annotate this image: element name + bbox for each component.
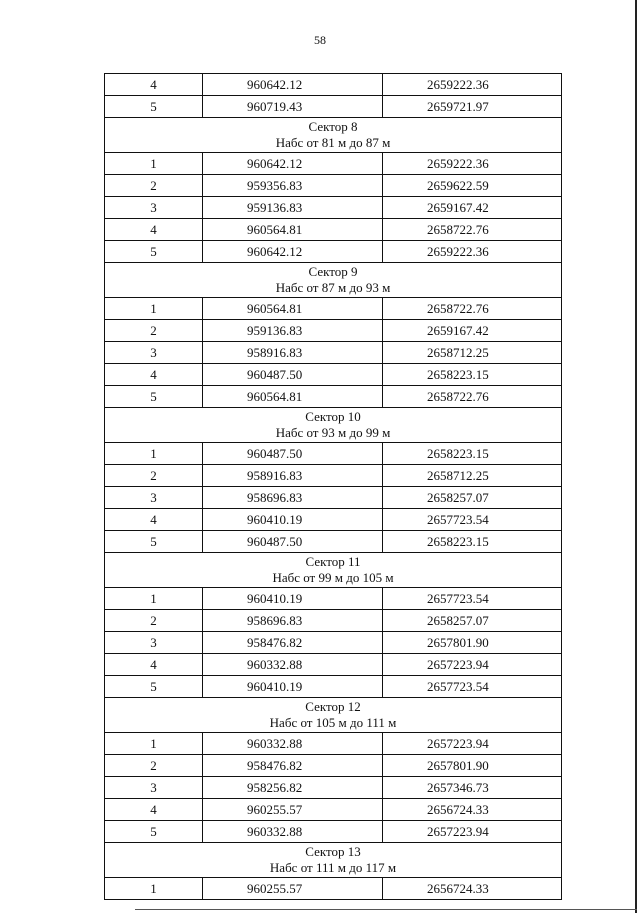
table-row bbox=[105, 654, 562, 676]
point-number-cell: 3 bbox=[105, 342, 203, 364]
table-row bbox=[105, 443, 562, 465]
point-number-cell: 5 bbox=[105, 531, 203, 553]
x-coordinate-cell: 959136.83 bbox=[203, 197, 383, 219]
point-number-cell: 2 bbox=[105, 755, 203, 777]
sector-header-row bbox=[105, 263, 562, 298]
table-row bbox=[105, 175, 562, 197]
x-coordinate-cell: 958476.82 bbox=[203, 632, 383, 654]
sector-header-row bbox=[105, 553, 562, 588]
y-coordinate-cell: 2657723.54 bbox=[383, 676, 562, 698]
x-coordinate-cell: 960564.81 bbox=[203, 386, 383, 408]
y-coordinate-cell: 2657223.94 bbox=[383, 654, 562, 676]
x-coordinate-cell: 960410.19 bbox=[203, 509, 383, 531]
point-number-cell: 2 bbox=[105, 175, 203, 197]
x-coordinate-cell: 960719.43 bbox=[203, 96, 383, 118]
x-coordinate-cell: 960332.88 bbox=[203, 654, 383, 676]
point-number-cell: 1 bbox=[105, 298, 203, 320]
x-coordinate-cell: 959356.83 bbox=[203, 175, 383, 197]
x-coordinate-cell: 960487.50 bbox=[203, 364, 383, 386]
point-number-cell: 2 bbox=[105, 610, 203, 632]
sector-height-range: Набс от 93 м до 99 м bbox=[275, 425, 391, 440]
point-number-cell: 4 bbox=[105, 654, 203, 676]
x-coordinate-cell: 960255.57 bbox=[203, 878, 383, 900]
y-coordinate-cell: 2657801.90 bbox=[383, 755, 562, 777]
table-row bbox=[105, 465, 562, 487]
y-coordinate-cell: 2657223.94 bbox=[383, 733, 562, 755]
table-row bbox=[105, 197, 562, 219]
point-number-cell: 2 bbox=[105, 465, 203, 487]
x-coordinate-cell: 960642.12 bbox=[203, 153, 383, 175]
point-number-cell: 2 bbox=[105, 320, 203, 342]
table-row bbox=[105, 96, 562, 118]
table-row bbox=[105, 487, 562, 509]
table-row bbox=[105, 676, 562, 698]
point-number-cell: 1 bbox=[105, 443, 203, 465]
coordinates-table-body bbox=[105, 74, 562, 900]
y-coordinate-cell: 2659721.97 bbox=[383, 96, 562, 118]
table-row bbox=[105, 755, 562, 777]
x-coordinate-cell: 960487.50 bbox=[203, 531, 383, 553]
x-coordinate-cell: 960332.88 bbox=[203, 821, 383, 843]
sector-header-cell bbox=[105, 408, 562, 443]
sector-header-cell bbox=[105, 843, 562, 878]
point-number-cell: 3 bbox=[105, 487, 203, 509]
table-row bbox=[105, 777, 562, 799]
y-coordinate-cell: 2658722.76 bbox=[383, 386, 562, 408]
point-number-cell: 1 bbox=[105, 153, 203, 175]
x-coordinate-cell: 960642.12 bbox=[203, 241, 383, 263]
table-row bbox=[105, 153, 562, 175]
point-number-cell: 1 bbox=[105, 588, 203, 610]
y-coordinate-cell: 2659222.36 bbox=[383, 74, 562, 96]
point-number-cell: 5 bbox=[105, 676, 203, 698]
sector-header-cell bbox=[105, 698, 562, 733]
sector-header-row bbox=[105, 843, 562, 878]
table-row bbox=[105, 733, 562, 755]
x-coordinate-cell: 960410.19 bbox=[203, 588, 383, 610]
table-row bbox=[105, 74, 562, 96]
y-coordinate-cell: 2657223.94 bbox=[383, 821, 562, 843]
point-number-cell: 1 bbox=[105, 878, 203, 900]
table-row bbox=[105, 342, 562, 364]
table-row bbox=[105, 878, 562, 900]
sector-title: Сектор 8 bbox=[308, 119, 358, 134]
sector-title: Сектор 10 bbox=[305, 409, 361, 424]
y-coordinate-cell: 2658712.25 bbox=[383, 465, 562, 487]
sector-height-range: Набс от 87 м до 93 м bbox=[275, 280, 391, 295]
sector-header-cell bbox=[105, 553, 562, 588]
point-number-cell: 1 bbox=[105, 733, 203, 755]
page-frame-bottom-edge bbox=[135, 909, 637, 910]
y-coordinate-cell: 2658223.15 bbox=[383, 364, 562, 386]
x-coordinate-cell: 958916.83 bbox=[203, 465, 383, 487]
table-row bbox=[105, 320, 562, 342]
x-coordinate-cell: 960642.12 bbox=[203, 74, 383, 96]
y-coordinate-cell: 2657801.90 bbox=[383, 632, 562, 654]
point-number-cell: 5 bbox=[105, 96, 203, 118]
x-coordinate-cell: 958696.83 bbox=[203, 487, 383, 509]
table-row bbox=[105, 588, 562, 610]
x-coordinate-cell: 960564.81 bbox=[203, 219, 383, 241]
x-coordinate-cell: 958696.83 bbox=[203, 610, 383, 632]
y-coordinate-cell: 2658722.76 bbox=[383, 298, 562, 320]
y-coordinate-cell: 2658257.07 bbox=[383, 487, 562, 509]
sector-height-range: Набс от 99 м до 105 м bbox=[272, 570, 394, 585]
y-coordinate-cell: 2657723.54 bbox=[383, 509, 562, 531]
table-row bbox=[105, 610, 562, 632]
point-number-cell: 4 bbox=[105, 219, 203, 241]
y-coordinate-cell: 2658223.15 bbox=[383, 531, 562, 553]
x-coordinate-cell: 960332.88 bbox=[203, 733, 383, 755]
table-row bbox=[105, 632, 562, 654]
x-coordinate-cell: 960255.57 bbox=[203, 799, 383, 821]
x-coordinate-cell: 960564.81 bbox=[203, 298, 383, 320]
table-row bbox=[105, 219, 562, 241]
point-number-cell: 3 bbox=[105, 777, 203, 799]
y-coordinate-cell: 2659167.42 bbox=[383, 197, 562, 219]
y-coordinate-cell: 2658712.25 bbox=[383, 342, 562, 364]
y-coordinate-cell: 2657346.73 bbox=[383, 777, 562, 799]
table-row bbox=[105, 364, 562, 386]
point-number-cell: 5 bbox=[105, 386, 203, 408]
point-number-cell: 5 bbox=[105, 241, 203, 263]
y-coordinate-cell: 2656724.33 bbox=[383, 878, 562, 900]
y-coordinate-cell: 2658257.07 bbox=[383, 610, 562, 632]
sector-title: Сектор 11 bbox=[305, 554, 361, 569]
point-number-cell: 3 bbox=[105, 197, 203, 219]
sector-height-range: Набс от 81 м до 87 м bbox=[275, 135, 391, 150]
x-coordinate-cell: 959136.83 bbox=[203, 320, 383, 342]
sector-height-range: Набс от 105 м до 111 м bbox=[269, 715, 397, 730]
sector-header-cell bbox=[105, 263, 562, 298]
y-coordinate-cell: 2657723.54 bbox=[383, 588, 562, 610]
x-coordinate-cell: 958476.82 bbox=[203, 755, 383, 777]
table-row bbox=[105, 821, 562, 843]
sector-height-range: Набс от 111 м до 117 м bbox=[269, 860, 397, 875]
table-row bbox=[105, 386, 562, 408]
sector-header-row bbox=[105, 118, 562, 153]
sector-header-cell bbox=[105, 118, 562, 153]
table-row bbox=[105, 241, 562, 263]
sector-title: Сектор 13 bbox=[305, 844, 361, 859]
point-number-cell: 4 bbox=[105, 509, 203, 531]
y-coordinate-cell: 2659622.59 bbox=[383, 175, 562, 197]
point-number-cell: 3 bbox=[105, 632, 203, 654]
page-frame-right-edge bbox=[635, 0, 637, 913]
point-number-cell: 4 bbox=[105, 364, 203, 386]
table-row bbox=[105, 298, 562, 320]
table-row bbox=[105, 799, 562, 821]
x-coordinate-cell: 958256.82 bbox=[203, 777, 383, 799]
table-row bbox=[105, 531, 562, 553]
y-coordinate-cell: 2656724.33 bbox=[383, 799, 562, 821]
sector-title: Сектор 12 bbox=[305, 699, 361, 714]
point-number-cell: 4 bbox=[105, 74, 203, 96]
page-number: 58 bbox=[314, 33, 326, 47]
sector-title: Сектор 9 bbox=[308, 264, 358, 279]
sector-header-row bbox=[105, 408, 562, 443]
y-coordinate-cell: 2659222.36 bbox=[383, 241, 562, 263]
coordinates-table bbox=[104, 73, 562, 900]
table-row bbox=[105, 509, 562, 531]
y-coordinate-cell: 2659167.42 bbox=[383, 320, 562, 342]
y-coordinate-cell: 2658223.15 bbox=[383, 443, 562, 465]
x-coordinate-cell: 960410.19 bbox=[203, 676, 383, 698]
y-coordinate-cell: 2659222.36 bbox=[383, 153, 562, 175]
x-coordinate-cell: 960487.50 bbox=[203, 443, 383, 465]
x-coordinate-cell: 958916.83 bbox=[203, 342, 383, 364]
point-number-cell: 5 bbox=[105, 821, 203, 843]
sector-header-row bbox=[105, 698, 562, 733]
point-number-cell: 4 bbox=[105, 799, 203, 821]
y-coordinate-cell: 2658722.76 bbox=[383, 219, 562, 241]
